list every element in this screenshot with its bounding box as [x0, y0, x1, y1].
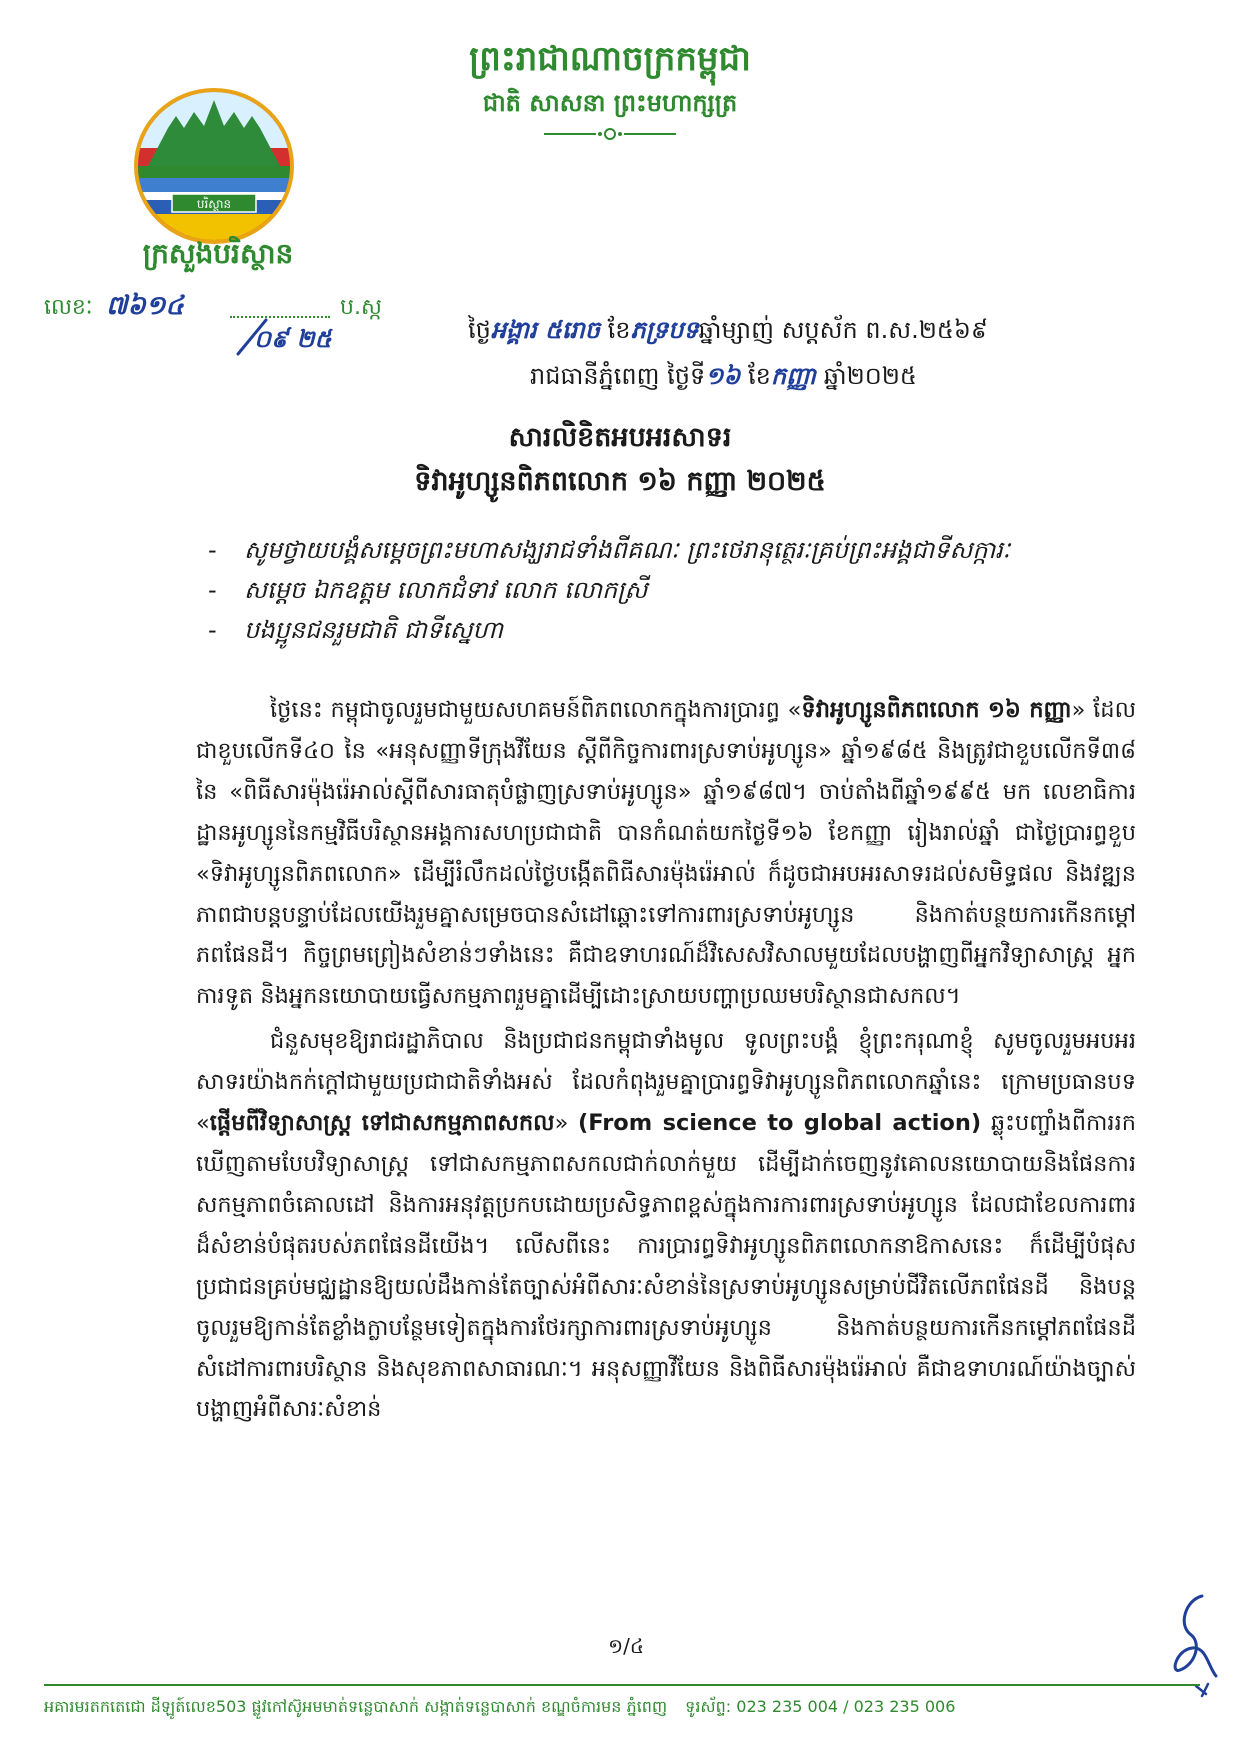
ministry-logo — [128, 86, 300, 246]
lunar-month-label: ខែ — [607, 316, 631, 344]
footer-phone: ទូរស័ព្ទ: 023 235 004 / 023 235 006 — [685, 1697, 956, 1716]
page-number: ១/៤ — [607, 1634, 645, 1658]
letter-subtitle: ទិវាអូហ្សូនពិភពលោក ១៦ កញ្ញា ២០២៥ — [414, 466, 826, 497]
lunar-handwritten-day: អង្គារ ៥រោច — [490, 316, 600, 344]
lunar-handwritten-month: ភទ្របទ — [630, 316, 699, 344]
civil-day: ១៦ — [705, 362, 741, 390]
addressee-item: - សម្តេច ឯកឧត្តម លោកជំទាវ លោក លោកស្រី — [208, 576, 648, 604]
lunar-suffix: ឆ្នាំម្សាញ់ សប្តស័ក ព.ស.២៥៦៩ — [698, 316, 988, 344]
civil-month-label: ខែ — [748, 362, 771, 390]
letter-title: សារលិខិតអបអរសាទរ — [508, 422, 732, 453]
civil-prefix: រាជធានីភ្នំពេញ ថ្ងៃទី — [530, 362, 706, 390]
letter-body — [196, 690, 1136, 1430]
body-paragraph-1: ថ្ងៃនេះ កម្ពុជាចូលរួមជាមួយសហគមន៍ពិភពលោកក្នុងការប្រារព្ធ «ទិវាអូហ្សូនពិភពលោក ១៦ កញ្ញា» ដែលជាខួបលើកទី៤០ នៃ «អនុសញ្ញាទីក្រុងវីយែន ស្តីពីកិច្ចការពារស្រទាប់អូហ្សូន» ឆ្នាំ១៩៨៥ និងត្រូវជាខួបលើកទី៣៨ នៃ «ពិធីសារម៉ុងរ៉េអាល់ស្តីពីសារធាតុបំផ្លាញស្រទាប់អូហ្សូន» ឆ្នាំ១៩៨៧។ ចាប់តាំងពីឆ្នាំ១៩៩៥ មក លេខាធិការដ្ឋានអូហ្សូននៃកម្មវិធីបរិស្ថានអង្គការសហប្រជាជាតិ បានកំណត់យកថ្ងៃទី១៦ ខែកញ្ញា រៀងរាល់ឆ្នាំ ជាថ្ងៃប្រារព្ធខួប «ទិវាអូហ្សូនពិភពលោក» ដើម្បីរំលឹកដល់ថ្ងៃបង្កើតពិធីសារម៉ុងរ៉េអាល់ ក៏ដូចជាអបអរសាទរដល់សមិទ្ធផល និងវឌ្ឍនភាពជាបន្តបន្ទាប់ដែលយើងរួមគ្នាសម្រេចបានសំដៅឆ្ពោះទៅការពារស្រទាប់អូហ្សូន និងកាត់បន្ថយការកើនកម្តៅភពផែនដី។ កិច្ចព្រមព្រៀងសំខាន់ៗទាំងនេះ គឺជាឧទាហរណ៍ដ៏វិសេសវិសាលមួយដែលបង្ហាញពីអ្នកវិទ្យាសាស្ត្រ អ្នកការទូត និងអ្នកនយោបាយធ្វើសកម្មភាពរួមគ្នាដើម្បីដោះស្រាយបញ្ហាប្រឈមបរិស្ថានជាសកល។ — [196, 697, 1137, 1010]
body-paragraph-2: ជំនួសមុខឱ្យរាជរដ្ឋាភិបាល និងប្រជាជនកម្ពុជាទាំងមូល ទូលព្រះបង្គំ ខ្ញុំព្រះករុណាខ្ញុំ សូមចូលរួមអបអរសាទរយ៉ាងកក់ក្តៅជាមួយប្រជាជាតិទាំងអស់ ដែលកំពុងរួមគ្នាប្រារព្ធទិវាអូហ្សូនពិភពលោកឆ្នាំនេះ ក្រោមប្រធានបទ «ផ្តើមពីវិទ្យាសាស្ត្រ ទៅជាសកម្មភាពសកល» (From science to global action) ឆ្លុះបញ្ចាំងពីការរកឃើញតាមបែបវិទ្យាសាស្ត្រ ទៅជាសកម្មភាពសកលជាក់លាក់មួយ ដើម្បីដាក់ចេញនូវគោលនយោបាយនិងផែនការសកម្មភាពចំគោលដៅ និងការអនុវត្តប្រកបដោយប្រសិទ្ធភាពខ្ពស់ក្នុងការការពារស្រទាប់អូហ្សូន ដែលជាខែលការពារដ៏សំខាន់បំផុតរបស់ភពផែនដីយើង។ លើសពីនេះ ការប្រារព្ធទិវាអូហ្សូនពិភពលោកនាឱកាសនេះ ក៏ដើម្បីបំផុសប្រជាជនគ្រប់មជ្ឈដ្ឋានឱ្យយល់ដឹងកាន់តែច្បាស់អំពីសារៈសំខាន់នៃស្រទាប់អូហ្សូនសម្រាប់ជីវិតលើភពផែនដី និងបន្តចូលរួមឱ្យកាន់តែខ្លាំងក្លាបន្ថែមទៀតក្នុងការថែរក្សាការពារស្រទាប់អូហ្សូន និងកាត់បន្ថយការកើនកម្តៅភពផែនដី សំដៅការពារបរិស្ថាន និងសុខភាពសាធារណៈ។ អនុសញ្ញាវីយែន និងពិធីសារម៉ុងរ៉េអាល់ គឺជាឧទាហរណ៍យ៉ាងច្បាស់បង្ហាញអំពីសារៈសំខាន់ — [196, 1028, 1136, 1423]
civil-suffix: ឆ្នាំ២០២៥ — [823, 362, 917, 390]
logo-caption: បរិស្ថាន — [196, 197, 232, 211]
footer-divider — [44, 1684, 1200, 1686]
ornament-divider — [540, 126, 680, 142]
addressee-item: - សូមថ្វាយបង្គំសម្តេចព្រះមហាសង្ឃរាជទាំងពីគណៈ ព្រះថេរានុត្ថេរៈគ្រប់ព្រះអង្គជាទីសក្ការៈ — [208, 536, 1011, 564]
day-name-emphasis: ទិវាអូហ្សូនពិភពលោក ១៦ កញ្ញា — [801, 697, 1072, 723]
ministry-name: ក្រសួងបរិស្ថាន — [142, 237, 294, 270]
reference-number — [44, 290, 384, 353]
theme-emphasis: ផ្តើមពីវិទ្យាសាស្ត្រ ទៅជាសកម្មភាពសកល — [209, 1110, 555, 1137]
addressee-item: - បងប្អូនជនរួមជាតិ ជាទីស្នេហា — [208, 616, 503, 644]
lunar-date-line — [468, 312, 1138, 348]
national-motto: ជាតិ សាសនា ព្រះមហាក្សត្រ — [482, 89, 738, 117]
reference-handwritten-date: ០៩ ២៥ — [254, 325, 332, 353]
kingdom-heading: ព្រះរាជាណាចក្រកម្ពុជា — [469, 39, 751, 79]
footer-address: អគារមរតកតេជោ ដីឡូត៍លេខ503 ផ្លូវកៅស៊ូអមមាត់ទន្លេបាសាក់ សង្កាត់ទន្លេបាសាក់ ខណ្ឌចំការមន ភ្នំពេញ — [44, 1697, 668, 1716]
reference-label: លេខៈ — [44, 295, 93, 320]
reference-suffix: ប.ស្ក — [340, 295, 382, 320]
civil-date-line — [530, 358, 1138, 394]
reference-handwritten-number: ៧៦១៤ — [106, 291, 184, 321]
reference-dots — [230, 290, 330, 318]
lunar-prefix: ថ្ងៃ — [468, 316, 491, 344]
footer — [44, 1690, 1200, 1724]
addressee-list — [208, 530, 1108, 650]
theme-english: (From science to global action) — [578, 1110, 982, 1137]
civil-month: កញ្ញា — [770, 362, 817, 390]
